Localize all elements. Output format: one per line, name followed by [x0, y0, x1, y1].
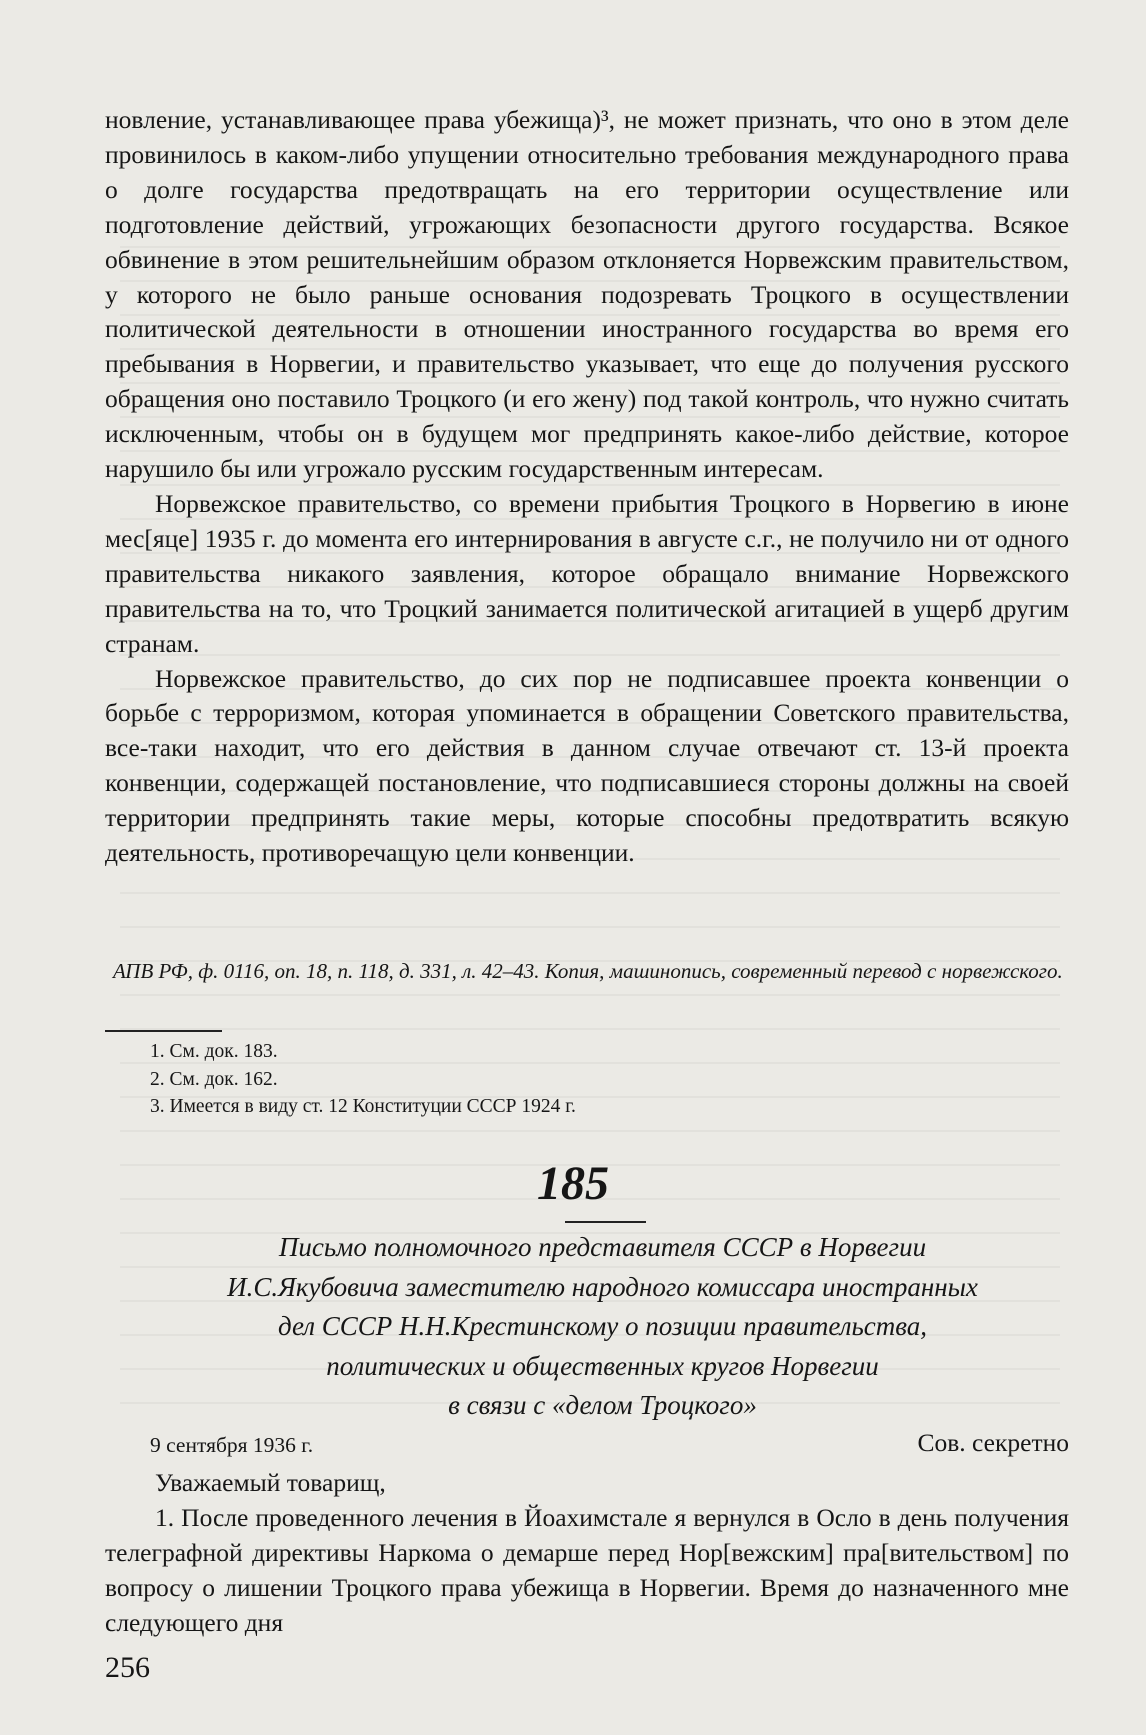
footnote-separator — [105, 1030, 222, 1032]
document-date: 9 сентября 1936 г. — [150, 1433, 314, 1457]
footnotes-list — [150, 1038, 1050, 1121]
footnote-2: 2. См. док. 162. — [150, 1068, 278, 1090]
paragraph-1: новление, устанавливающее права убежища)³, не может признать, что оно в этом деле провинилось в каком-либо упущении относительно требования международного права о долге государства предотвращать на его территории осуществление или подготовление действий, угрожающих безопасности другого государства. Всякое обвинение в этом решительнейшим образом отклоняется Норвежским правительством, у которого не было раньше основания подозревать Троцкого в осуществлении политической деятельности в отношении иностранного государства во время его пребывания в Норвегии, и правительство указывает, что еще до получения русского обращения оно поставило Троцкого (и его жену) под такой контроль, что нужно считать исключенным, чтобы он в будущем мог предпринять какое-либо действие, которое нарушило бы или угрожало русским государственным интересам. — [105, 105, 1069, 484]
footnote-3: 3. Имеется в виду ст. 12 Конституции СССР 1924 г. — [150, 1096, 576, 1117]
title-line-4: политических и общественных кругов Норвегии — [326, 1350, 879, 1381]
title-line-2: И.С.Якубовича заместителю народного комиссара иностранных — [227, 1271, 978, 1302]
archive-source-note: АПВ РФ, ф. 0116, оп. 18, п. 118, д. 331, л. 42–43. Копия, машинопись, современный перевод с норвежского. — [113, 959, 1063, 983]
title-line-5: в связи с «делом Троцкого» — [448, 1390, 757, 1420]
letter-body — [105, 1466, 1069, 1641]
document-number-underline — [565, 1221, 646, 1223]
letter-paragraph-1: 1. После проведенного лечения в Йоахимстале я вернулся в Осло в день получения телеграфной директивы Наркома о демарше перед Нор[вежским] пра[вительством] по вопросу о лишении Троцкого права убежища в Норвегии. Время до назначенного мне следующего дня — [105, 1502, 1069, 1637]
document-title — [150, 1228, 1055, 1426]
classification-mark: Сов. секретно — [917, 1428, 1069, 1457]
paragraph-2: Норвежское правительство, со времени прибытия Троцкого в Норвегию в июне мес[яце] 1935 г. до момента его интернирования в августе с.г., не получило ни от одного правительства никакого заявления, которое обращало внимание Норвежского правительства на то, что Троцкий занимается политической агитацией в ущерб другим странам. — [105, 488, 1069, 658]
title-line-3: дел СССР Н.Н.Крестинскому о позиции правительства, — [277, 1311, 928, 1341]
footnote-1: 1. См. док. 183. — [150, 1041, 278, 1062]
salutation: Уважаемый товарищ, — [155, 1468, 386, 1497]
page-number: 256 — [105, 1651, 150, 1684]
main-text — [105, 103, 1069, 871]
title-line-1: Письмо полномочного представителя СССР в Норвегии — [278, 1232, 927, 1262]
paragraph-3: Норвежское правительство, до сих пор не подписавшее проекта конвенции о борьбе с терроризмом, которая упоминается в обращении Советского правительства, все-таки находит, что его действия в данном случае отвечают ст. 13-й проекта конвенции, содержащей постановление, что подписавшиеся стороны должны на своей территории предпринять такие меры, которые способны предотвратить всякую деятельность, противоречащую цели конвенции. — [105, 663, 1069, 868]
document-number: 185 — [537, 1157, 609, 1210]
